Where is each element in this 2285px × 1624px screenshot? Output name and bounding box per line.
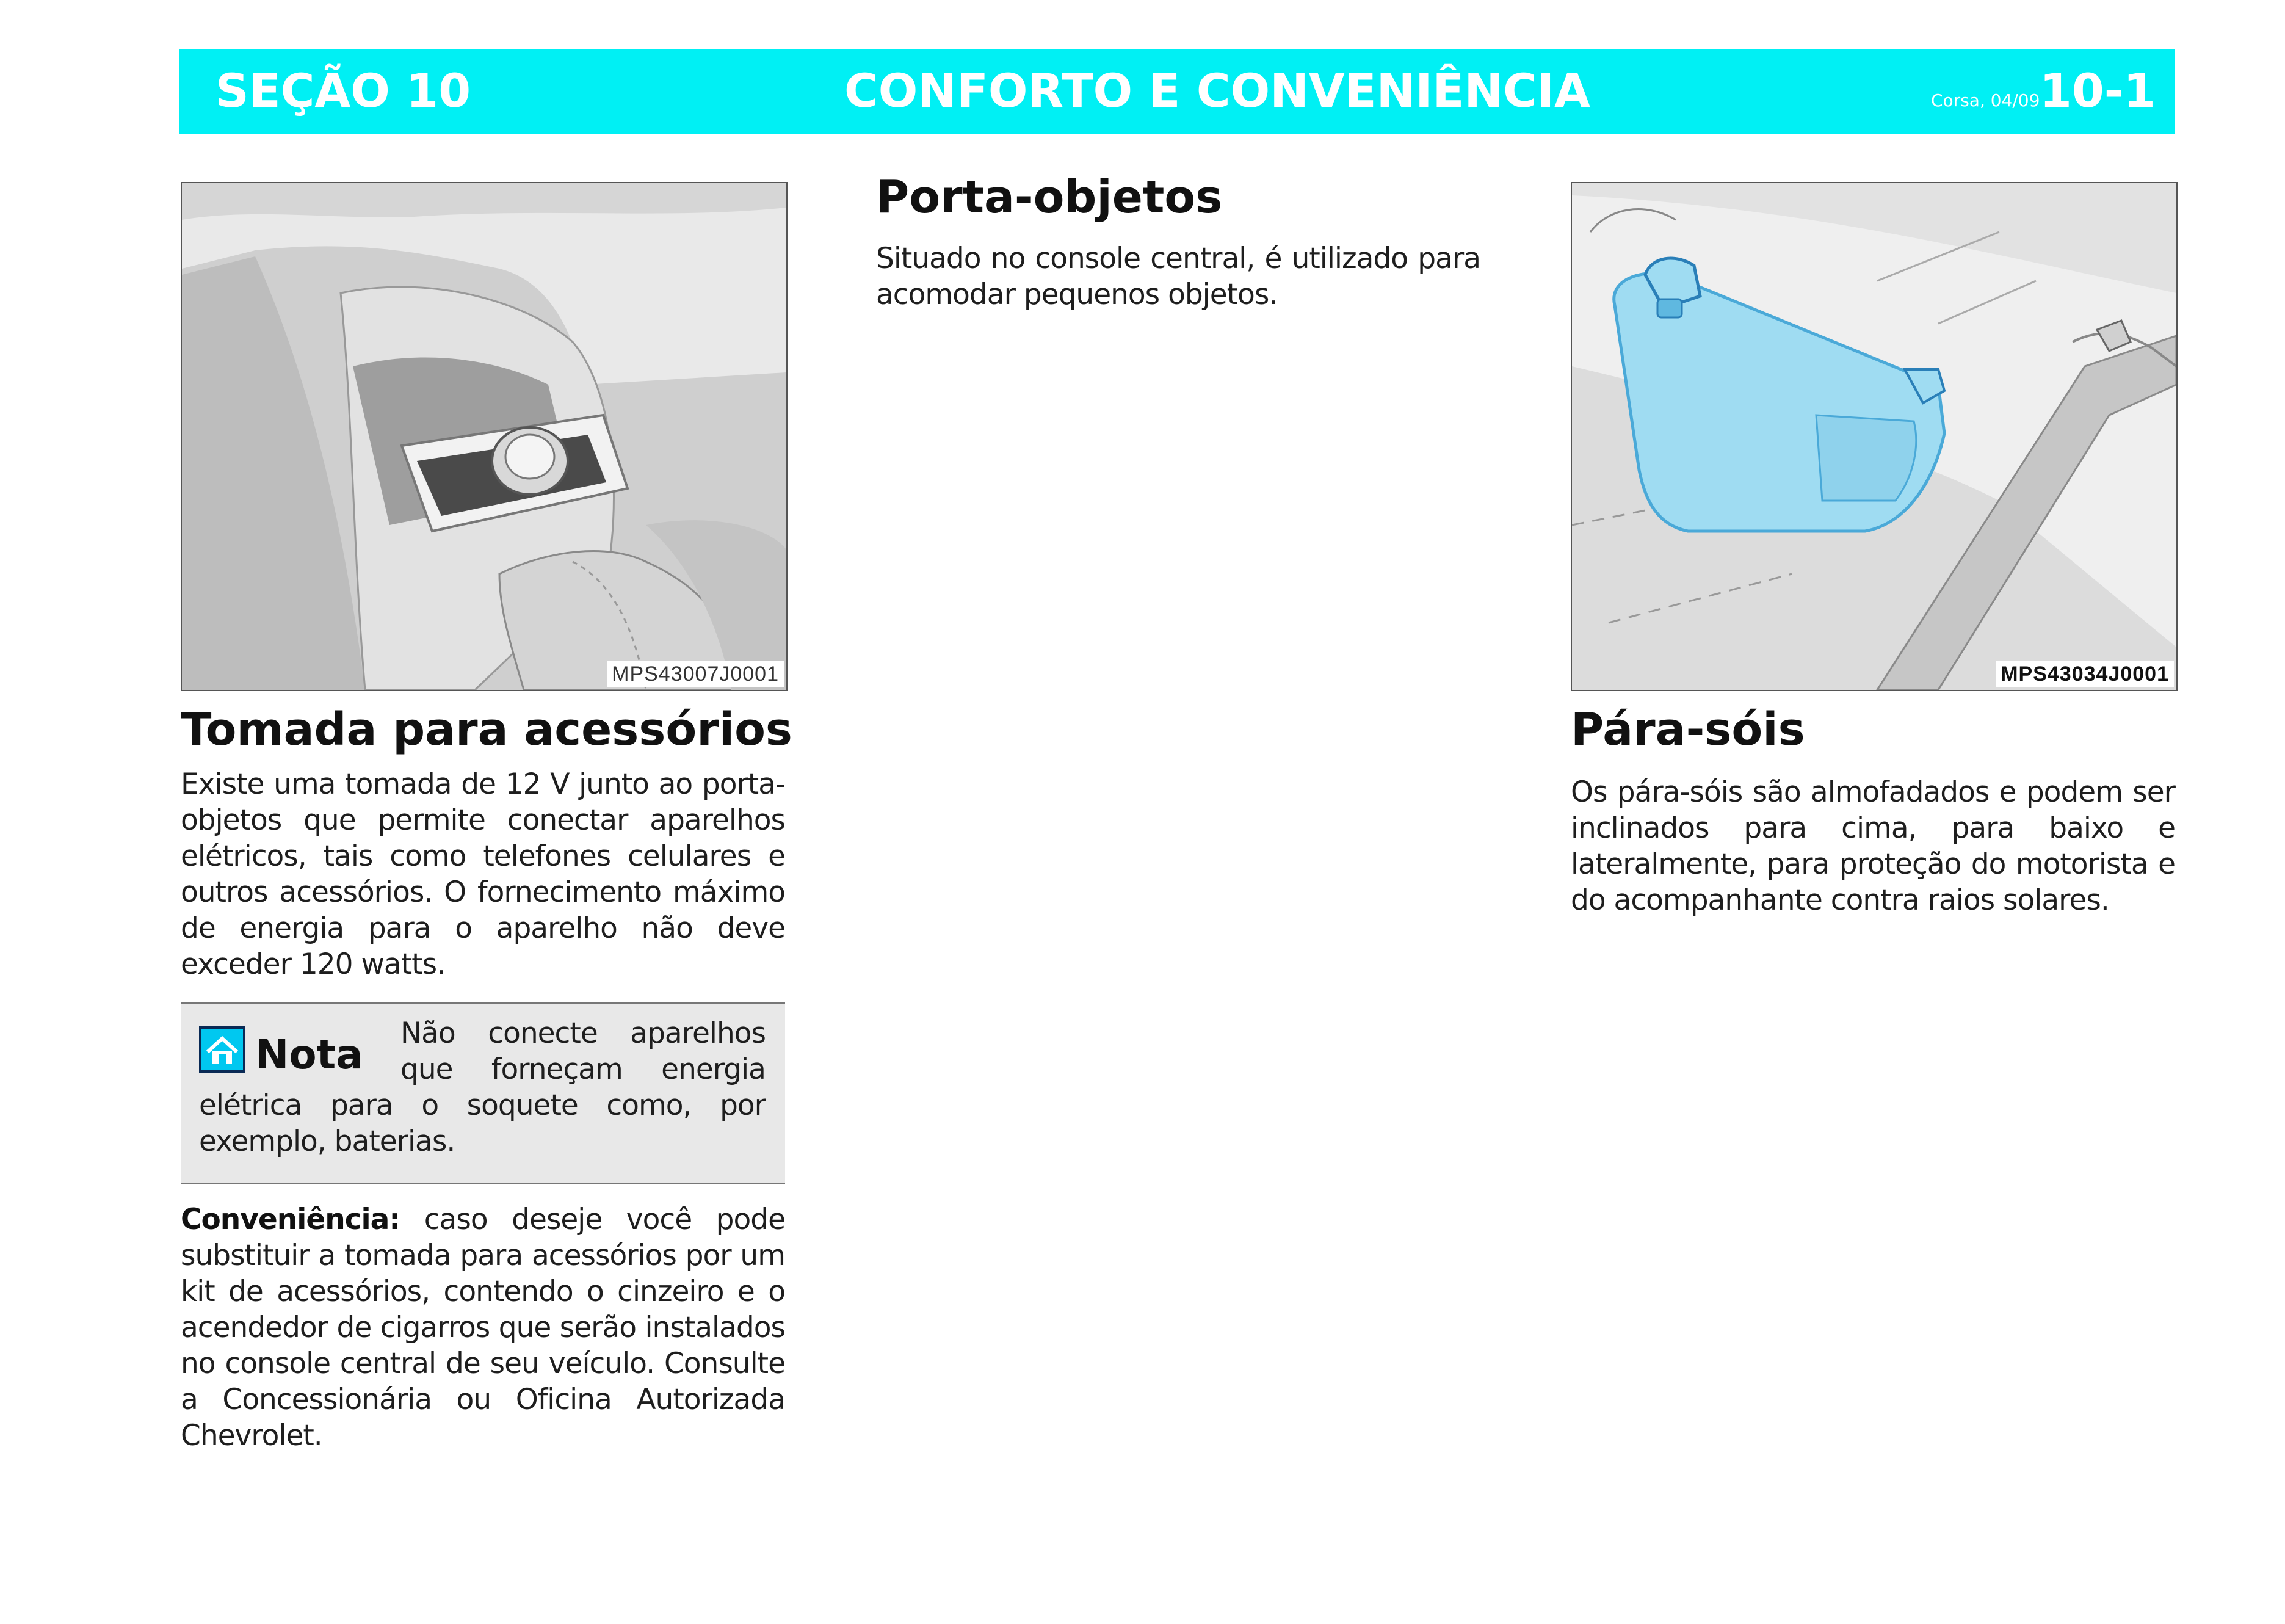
accessory-socket-body: Existe uma tomada de 12 V junto ao porta-objetos que permite conectar aparelhos elétricos, tais como telefones celulares e outros acessórios. O fornecimento máximo de energia para o aparelho não deve exceder 120 watts.	[181, 767, 785, 981]
convenience-paragraph	[181, 1202, 785, 1454]
heading-sun-visors: Pára-sóis	[1571, 703, 1805, 756]
sun-visor-drawing	[1572, 183, 2176, 690]
note-box	[181, 1002, 785, 1184]
note-text-container	[199, 1015, 766, 1159]
convenience-text: caso deseje você pode substituir a tomada para acessórios por um kit de acessórios, contendo o cinzeiro e o acendedor de cigarros que serão instalados no console central de seu veículo. Consulte a Concessionária ou Oficina Autorizada Chevrolet.	[181, 1203, 785, 1452]
heading-accessory-socket: Tomada para acessórios	[181, 703, 792, 756]
convenience-label: Conveniência:	[181, 1203, 400, 1236]
section-header-bar	[179, 49, 2175, 134]
page-number: 10-1	[2040, 63, 2156, 118]
accessory-socket-illustration	[181, 182, 788, 691]
heading-storage-compartment: Porta-objetos	[876, 171, 1223, 223]
figure-code: MPS43034J0001	[1996, 661, 2174, 687]
storage-compartment-body: Situado no console central, é utilizado para acomodar pequenos objetos.	[876, 242, 1480, 311]
section-number: SEÇÃO 10	[215, 63, 471, 118]
note-text: Não conecte aparelhos que forneçam energia elétrica para o soquete como, por exemplo, baterias.	[199, 1017, 766, 1158]
console-drawing	[182, 183, 786, 690]
section-title: CONFORTO E CONVENIÊNCIA	[844, 63, 1590, 118]
edition-label: Corsa, 04/09	[1931, 90, 2040, 111]
sun-visor-illustration	[1571, 182, 2178, 691]
note-label: Nota	[255, 1031, 363, 1078]
figure-code: MPS43007J0001	[607, 661, 784, 687]
sun-visors-body: Os pára-sóis são almofadados e podem ser inclinados para cima, para baixo e lateralmente, para proteção do motorista e do acompanhante contra raios solares.	[1571, 775, 2175, 917]
